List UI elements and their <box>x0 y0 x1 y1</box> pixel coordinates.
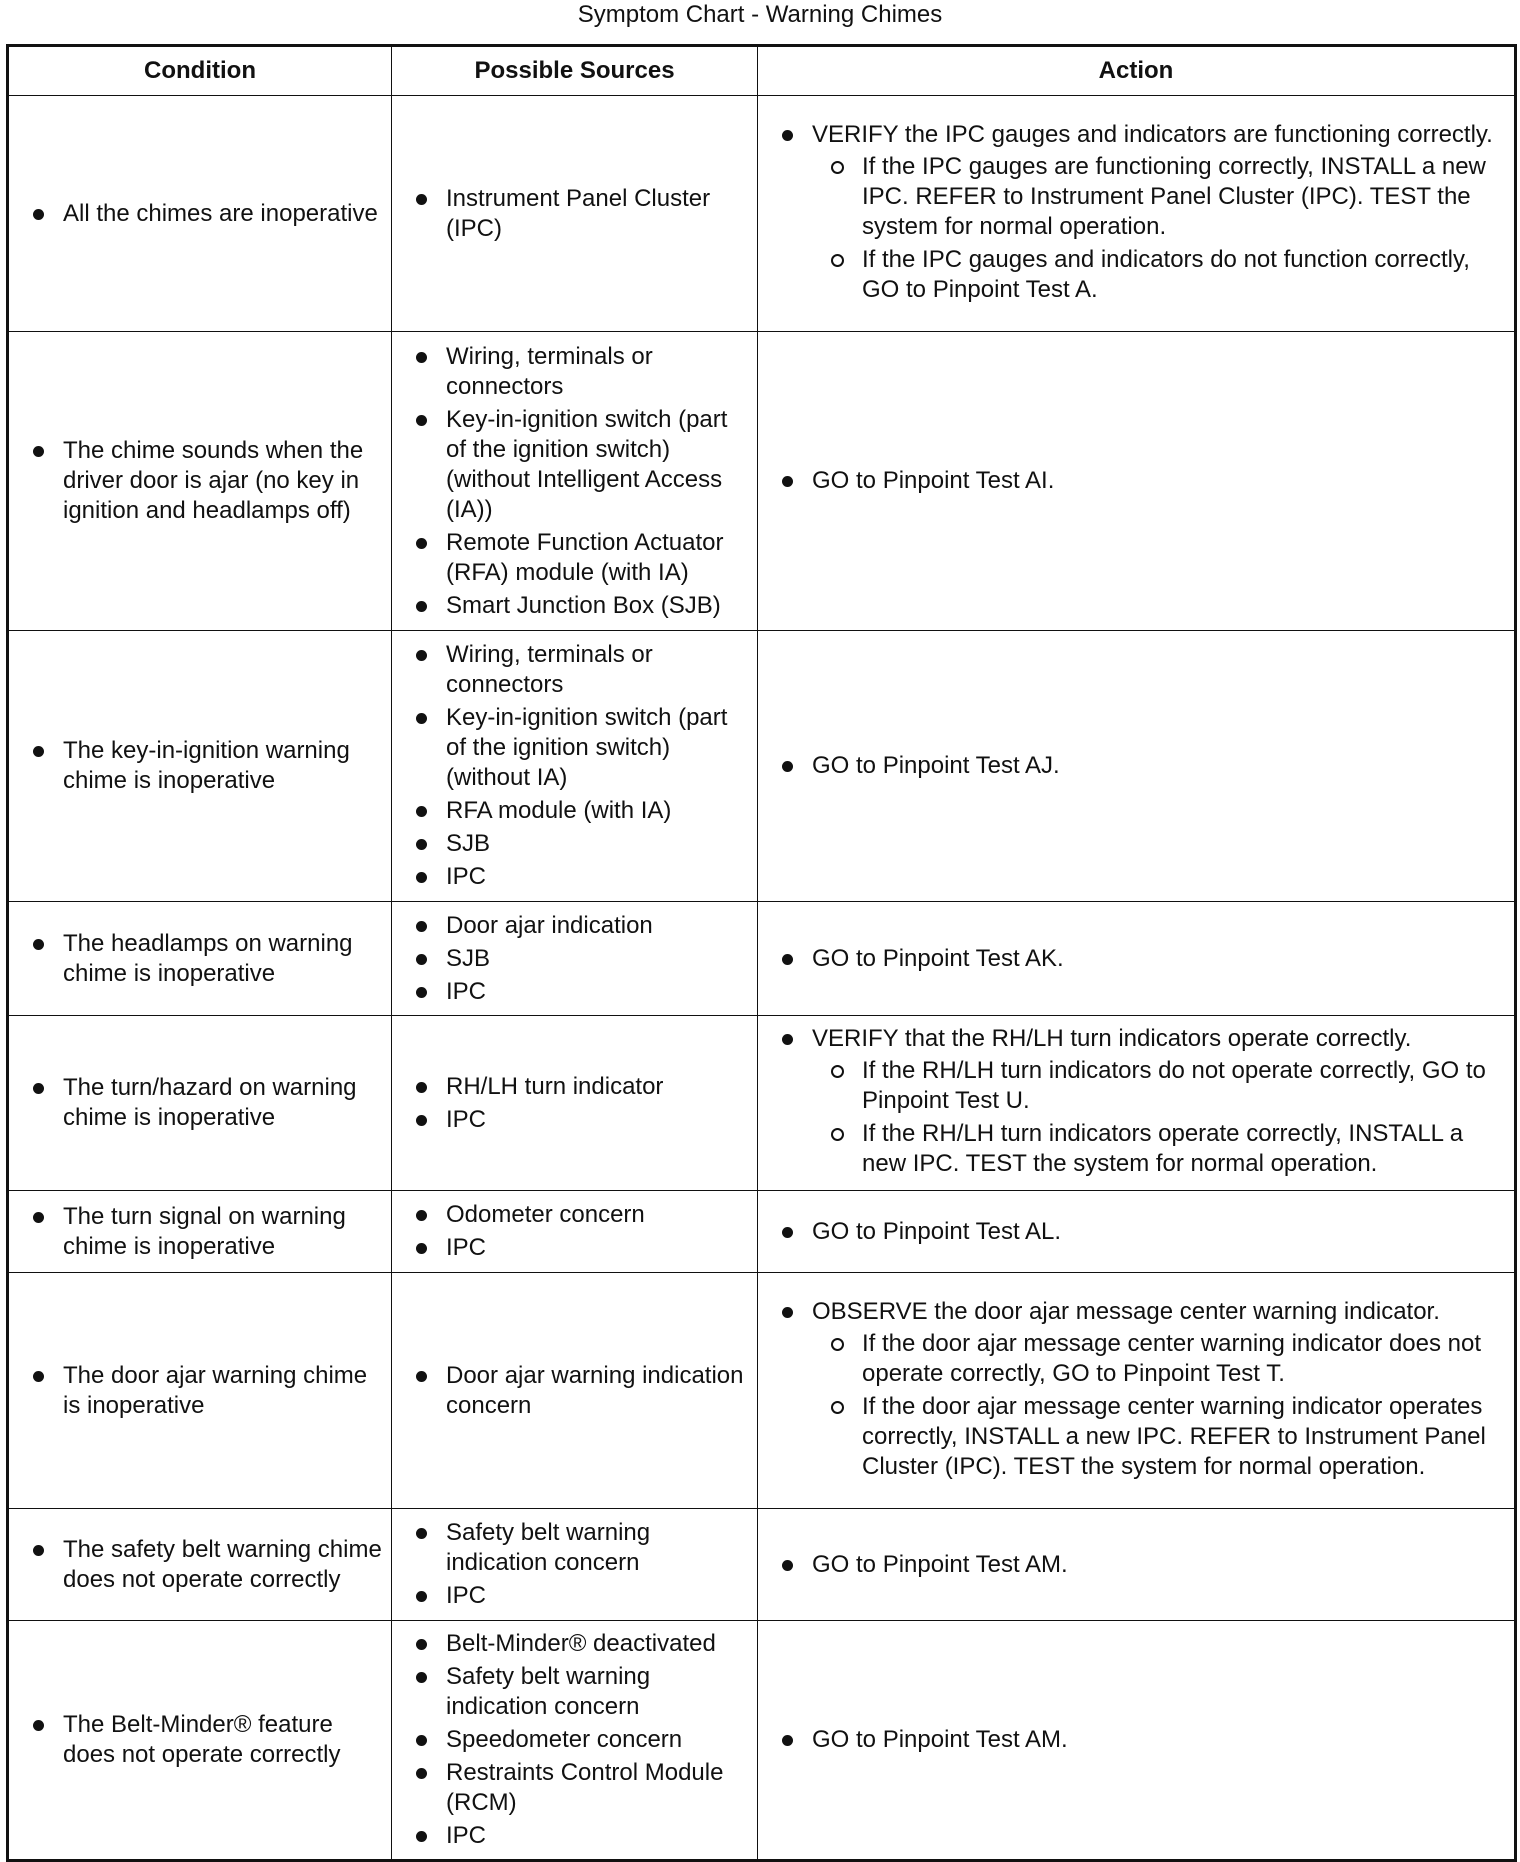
source-item: Door ajar warning indication concern <box>446 1361 749 1421</box>
possible-sources-cell <box>392 96 758 332</box>
condition-text: The key-in-ignition warning chime is inoperative <box>63 736 383 796</box>
action-sub-item: If the RH/LH turn indicators do not operate correctly, GO to Pinpoint Test U. <box>862 1056 1506 1116</box>
column-header-possible-sources: Possible Sources <box>392 46 758 96</box>
action-cell <box>758 96 1516 332</box>
table-row <box>8 1273 1516 1509</box>
action-item <box>812 1550 1506 1580</box>
action-list <box>758 458 1514 504</box>
condition-cell <box>8 1191 392 1273</box>
table-row <box>8 1509 1516 1621</box>
action-sub-item: If the door ajar message center warning indicator does not operate correctly, GO to Pinpoint Test T. <box>862 1329 1506 1389</box>
action-sub-item: If the RH/LH turn indicators operate correctly, INSTALL a new IPC. TEST the system for normal operation. <box>862 1119 1506 1179</box>
symptom-chart-table <box>6 44 1517 1862</box>
sources-list <box>392 903 757 1015</box>
condition-list <box>9 1194 391 1270</box>
action-sub-list <box>812 152 1506 305</box>
condition-cell <box>8 902 392 1016</box>
condition-text: The safety belt warning chime does not operate correctly <box>63 1535 382 1593</box>
condition-cell <box>8 1621 392 1861</box>
action-list <box>758 1016 1514 1190</box>
sources-list <box>392 1510 757 1619</box>
condition-text: All the chimes are inoperative <box>63 199 383 229</box>
action-list <box>758 1209 1514 1255</box>
condition-list <box>9 1702 391 1778</box>
table-row <box>8 902 1516 1016</box>
source-item: Safety belt warning indication concern <box>446 1662 749 1722</box>
source-item: Belt-Minder® deactivated <box>446 1629 749 1659</box>
table-row <box>8 1016 1516 1191</box>
source-item: IPC <box>446 977 749 1007</box>
possible-sources-cell <box>392 1191 758 1273</box>
action-item <box>812 120 1506 305</box>
possible-sources-cell <box>392 332 758 631</box>
condition-list <box>9 1527 391 1603</box>
table-row <box>8 631 1516 902</box>
action-main-text: GO to Pinpoint Test AL. <box>812 1217 1062 1245</box>
table-row <box>8 96 1516 332</box>
source-item: Wiring, terminals or connectors <box>446 342 749 402</box>
action-main-text: GO to Pinpoint Test AM. <box>812 1550 1068 1578</box>
table-row <box>8 332 1516 631</box>
possible-sources-cell <box>392 631 758 902</box>
action-main-text: GO to Pinpoint Test AK. <box>812 944 1064 972</box>
condition-text: The headlamps on warning chime is inoperative <box>63 929 383 989</box>
action-main-text: VERIFY the IPC gauges and indicators are functioning correctly. <box>812 120 1493 148</box>
source-item: Odometer concern <box>446 1200 749 1230</box>
sources-list <box>392 1621 757 1859</box>
action-cell <box>758 902 1516 1016</box>
action-main-text: GO to Pinpoint Test AI. <box>812 467 1055 494</box>
sources-list <box>392 334 757 629</box>
source-item: Instrument Panel Cluster (IPC) <box>446 184 749 244</box>
sources-list <box>392 1353 757 1429</box>
condition-text: The chime sounds when the driver door is ajar (no key in ignition and headlamps off) <box>63 436 383 526</box>
condition-text: The door ajar warning chime is inoperative <box>63 1361 383 1421</box>
action-item <box>812 751 1506 781</box>
action-item <box>812 466 1506 496</box>
possible-sources-cell <box>392 1016 758 1191</box>
source-item: Smart Junction Box (SJB) <box>446 591 749 621</box>
source-item: SJB <box>446 944 749 974</box>
sources-list <box>392 1064 757 1143</box>
action-cell <box>758 332 1516 631</box>
action-sub-list <box>812 1056 1506 1179</box>
source-item: RFA module (with IA) <box>446 796 749 826</box>
column-header-condition: Condition <box>8 46 392 96</box>
condition-list <box>9 728 391 804</box>
condition-cell <box>8 1273 392 1509</box>
action-cell <box>758 1509 1516 1621</box>
action-list <box>758 1717 1514 1763</box>
source-item: Key-in-ignition switch (part of the ignition switch) (without IA) <box>446 703 749 793</box>
table-header-row <box>8 46 1516 96</box>
source-item: Safety belt warning indication concern <box>446 1518 749 1578</box>
condition-text: The turn/hazard on warning chime is inoperative <box>63 1073 383 1133</box>
sources-list <box>392 176 757 252</box>
action-list <box>758 936 1514 982</box>
condition-cell <box>8 332 392 631</box>
table-body <box>8 96 1516 1861</box>
action-cell <box>758 1273 1516 1509</box>
condition-list <box>9 1065 391 1141</box>
condition-list <box>9 428 391 534</box>
possible-sources-cell <box>392 1509 758 1621</box>
source-item: Speedometer concern <box>446 1725 749 1755</box>
condition-text: The turn signal on warning chime is inoperative <box>63 1202 383 1262</box>
possible-sources-cell <box>392 1621 758 1861</box>
condition-cell <box>8 631 392 902</box>
action-main-text: OBSERVE the door ajar message center warning indicator. <box>812 1297 1440 1325</box>
source-item: SJB <box>446 829 749 859</box>
source-item: IPC <box>446 1581 749 1611</box>
source-item: IPC <box>446 1105 749 1135</box>
action-cell <box>758 1016 1516 1191</box>
condition-cell <box>8 1016 392 1191</box>
source-item: IPC <box>446 1233 749 1263</box>
source-item: Door ajar indication <box>446 911 749 941</box>
condition-cell <box>8 96 392 332</box>
source-item: Key-in-ignition switch (part of the ignition switch) (without Intelligent Access (IA)) <box>446 405 749 525</box>
source-item: IPC <box>446 1821 749 1851</box>
action-cell <box>758 1621 1516 1861</box>
action-list <box>758 112 1514 316</box>
table-row <box>8 1621 1516 1861</box>
sources-list <box>392 632 757 900</box>
table-row <box>8 1191 1516 1273</box>
action-item <box>812 1024 1506 1179</box>
action-sub-list <box>812 1329 1506 1482</box>
action-main-text: GO to Pinpoint Test AJ. <box>812 752 1060 779</box>
page-title: Symptom Chart - Warning Chimes <box>577 1 943 28</box>
source-item: Wiring, terminals or connectors <box>446 640 749 700</box>
action-main-text: GO to Pinpoint Test AM. <box>812 1726 1068 1753</box>
action-sub-item: If the IPC gauges are functioning correctly, INSTALL a new IPC. REFER to Instrument Panel Cluster (IPC). TEST the system for normal operation. <box>862 152 1506 242</box>
source-item: IPC <box>446 862 749 892</box>
action-sub-item: If the IPC gauges and indicators do not function correctly, GO to Pinpoint Test A. <box>862 245 1506 305</box>
action-cell <box>758 631 1516 902</box>
condition-text: The Belt-Minder® feature does not operate correctly <box>63 1710 383 1770</box>
action-main-text: VERIFY that the RH/LH turn indicators operate correctly. <box>812 1025 1412 1052</box>
action-item <box>812 1217 1506 1247</box>
sources-list <box>392 1192 757 1271</box>
condition-list <box>9 191 391 237</box>
condition-cell <box>8 1509 392 1621</box>
condition-list <box>9 1353 391 1429</box>
action-sub-item: If the door ajar message center warning indicator operates correctly, INSTALL a new IPC. REFER to Instrument Panel Cluster (IPC). TEST the system for normal operation. <box>862 1392 1506 1482</box>
source-item: RH/LH turn indicator <box>446 1072 749 1102</box>
action-cell <box>758 1191 1516 1273</box>
condition-list <box>9 921 391 997</box>
possible-sources-cell <box>392 902 758 1016</box>
column-header-action: Action <box>758 46 1516 96</box>
action-list <box>758 743 1514 789</box>
source-item: Restraints Control Module (RCM) <box>446 1758 749 1818</box>
action-item <box>812 944 1506 974</box>
action-list <box>758 1542 1514 1588</box>
action-item <box>812 1297 1506 1482</box>
action-item <box>812 1725 1506 1755</box>
source-item: Remote Function Actuator (RFA) module (with IA) <box>446 528 749 588</box>
action-list <box>758 1289 1514 1493</box>
possible-sources-cell <box>392 1273 758 1509</box>
